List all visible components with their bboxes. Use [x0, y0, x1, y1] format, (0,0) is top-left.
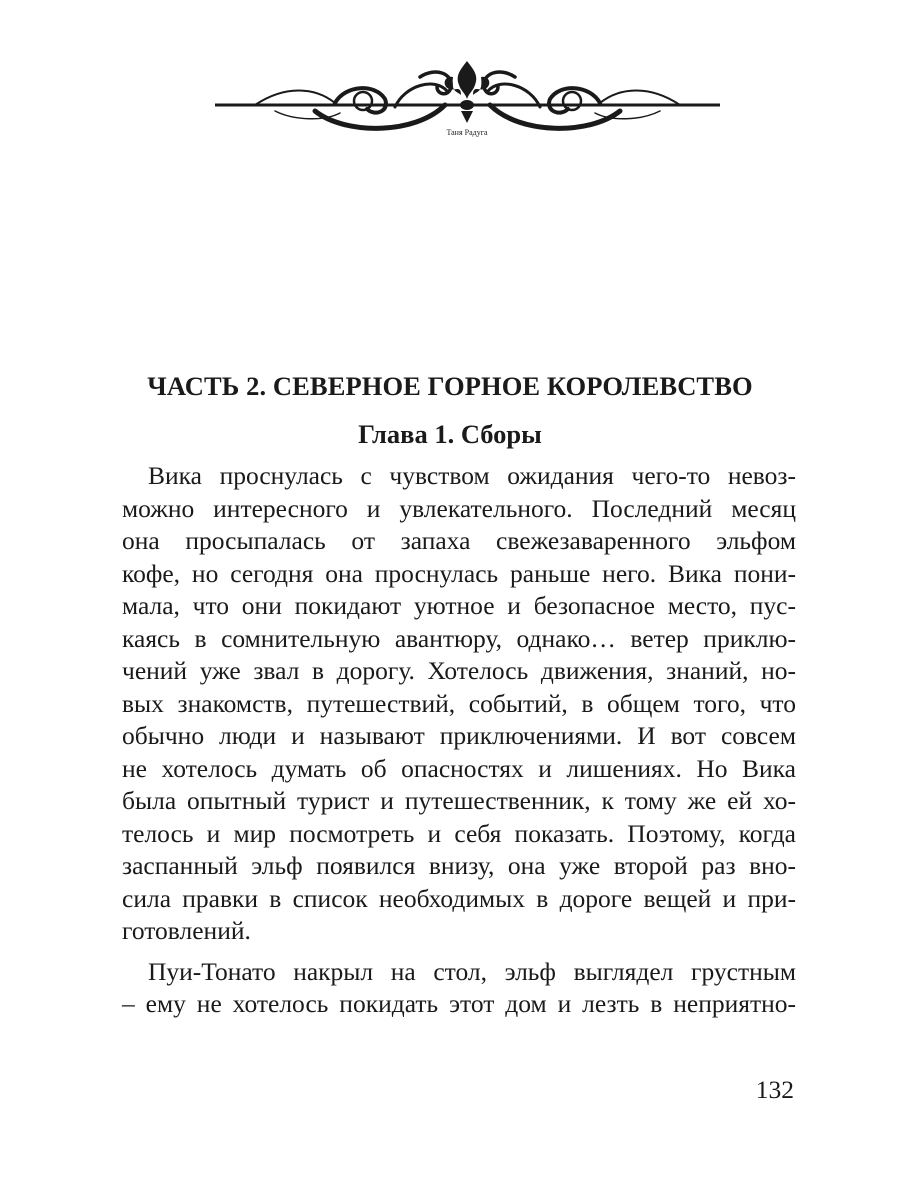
text-line: Пуи-Тонато накрыл на стол, эльф выглядел грустным [148, 956, 796, 986]
text-line: обычно люди и называют приключениями. И вот совсем [122, 721, 796, 750]
ornament-caption: Таня Радуга [446, 128, 488, 137]
page-number: 132 [755, 1075, 794, 1104]
header-ornament [215, 55, 720, 155]
text-line: чений уже звал в дорогу. Хотелось движения, знаний, но- [122, 656, 796, 685]
text-line: каясь в сомнительную авантюру, однако… ветер приклю- [122, 623, 796, 653]
text-line: мала, что они покидают уютное и безопасное место, пус- [122, 591, 796, 620]
text-line: сила правки в список необходимых в дороге вещей и при- [122, 883, 796, 913]
text-line: кофе, но сегодня она проснулась раньше него. Вика пони- [122, 558, 796, 588]
text-line: телось и мир посмотреть и себя показать. Поэтому, когда [122, 818, 796, 848]
body-text [122, 460, 796, 1021]
text-line: вых знакомств, путешествий, событий, в общем того, что [122, 688, 796, 718]
part-title: ЧАСТЬ 2. СЕВЕРНОЕ ГОРНОЕ КОРОЛЕВСТВО [147, 371, 753, 401]
paragraph [122, 460, 796, 948]
text-line: можно интересного и увлекательного. Последний месяц [122, 493, 796, 523]
text-line: Вика проснулась с чувством ожидания чего-то невоз- [148, 461, 796, 490]
text-line: заспанный эльф появился внизу, она уже второй раз вно- [122, 851, 796, 880]
text-line: была опытный турист и путешественник, к тому же ей хо- [122, 786, 796, 815]
paragraph [122, 956, 796, 1021]
text-line: – ему не хотелось покидать этот дом и лезть в неприятно- [122, 989, 796, 1018]
text-line: не хотелось думать об опасностях и лишениях. Но Вика [122, 753, 796, 783]
chapter-title: Глава 1. Сборы [358, 419, 542, 449]
text-line: готовлений. [122, 916, 251, 945]
text-line: она просыпалась от запаха свежезаваренного эльфом [122, 526, 796, 555]
